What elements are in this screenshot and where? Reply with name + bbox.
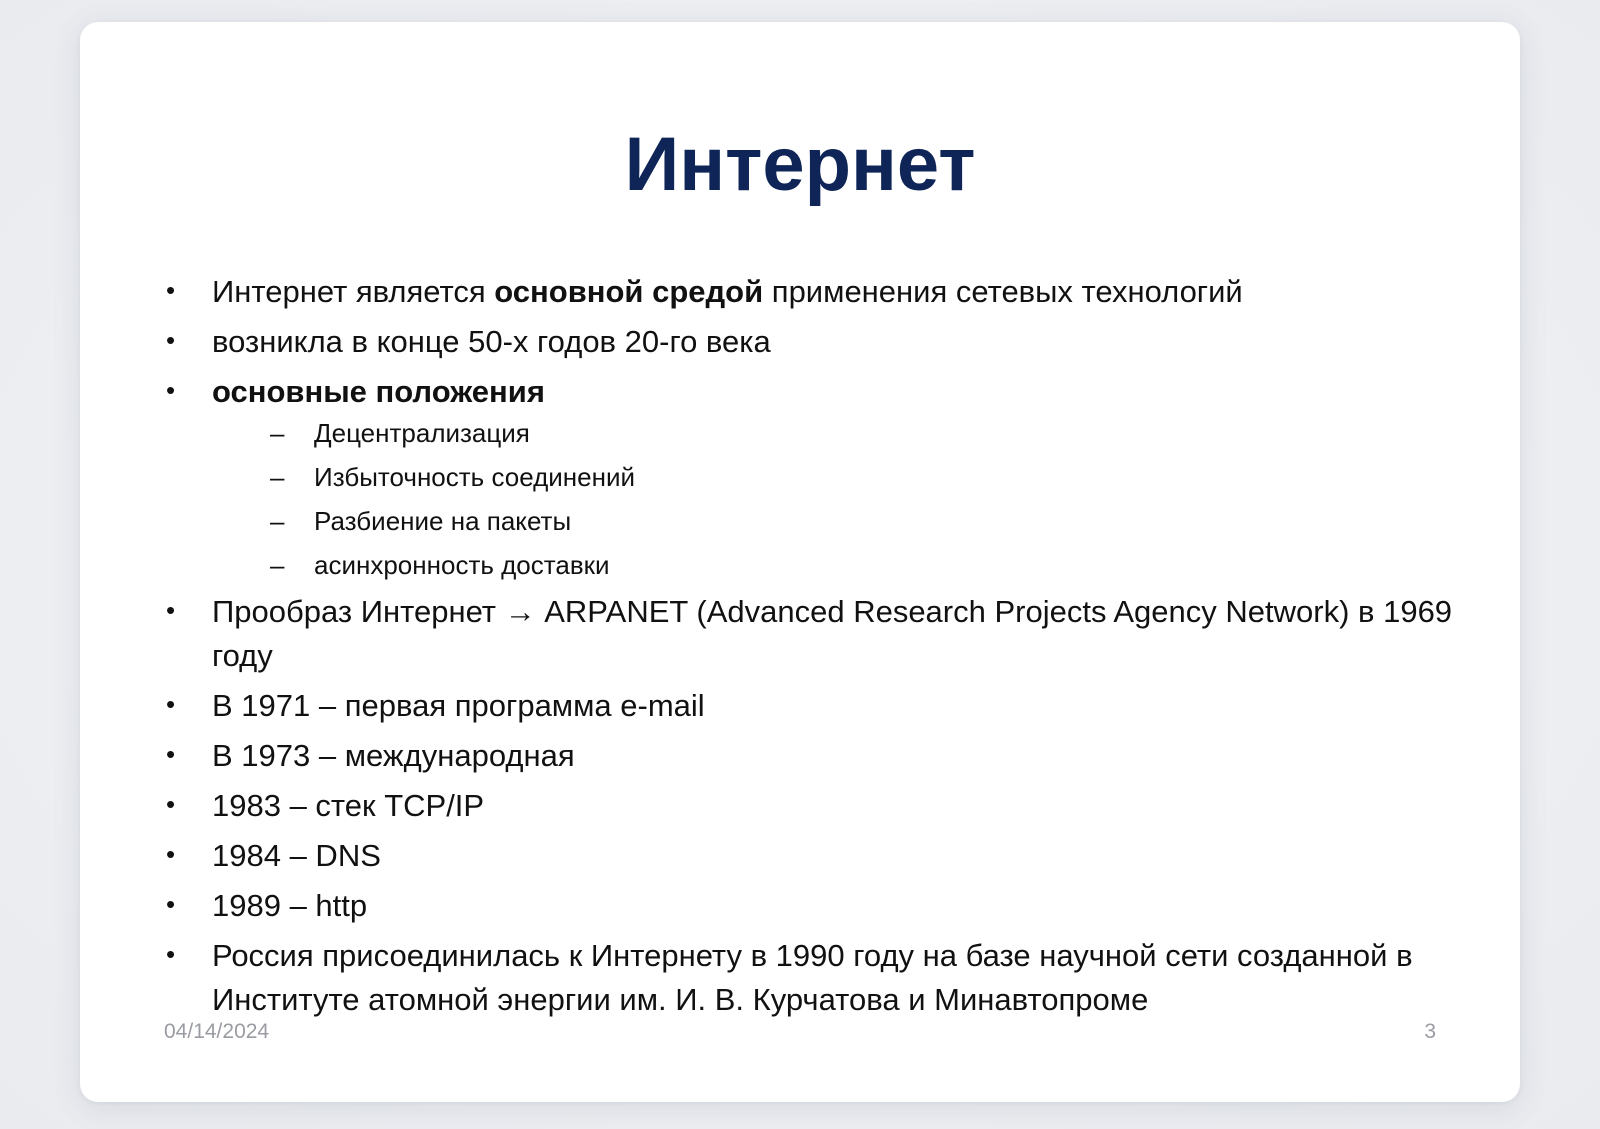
bullet-item [166,784,1466,828]
bullet-text: 1983 – стек TCP/IP [212,788,485,823]
bullet-item [166,270,1466,314]
bullet-dot-icon: • [166,595,176,625]
dash-icon: – [270,418,285,448]
bullet-dot-icon: • [166,939,176,969]
sub-item [212,414,1466,452]
bullet-item [166,370,1466,584]
slide [80,22,1520,1102]
bullet-dot-icon: • [166,889,176,919]
bullet-dot-icon: • [166,789,176,819]
bullet-text-bold: основные положения [212,374,545,409]
sub-list [212,414,1466,584]
bullet-text: Интернет является [212,274,495,309]
bullet-item [166,734,1466,778]
bullet-text: 1989 – http [212,888,368,923]
bullet-item [166,320,1466,364]
bullet-list [166,270,1466,1028]
bullet-item [166,834,1466,878]
dash-icon: – [270,506,285,536]
bullet-text: Прообраз Интернет → ARPANET (Advanced Research Projects Agency Network) в 1969 году [212,594,1453,673]
bullet-text: В 1973 – международная [212,738,575,773]
bullet-text: Россия присоединилась к Интернету в 1990 году на базе научной сети созданной в Институте атомной энергии им. И. В. Курчатова и Минавтопроме [212,938,1413,1017]
bullet-text: 1984 – DNS [212,838,381,873]
bullet-item [166,684,1466,728]
sub-item [212,546,1466,584]
bullet-dot-icon: • [166,839,176,869]
slide-title: Интернет [624,122,976,207]
sub-item [212,458,1466,496]
sub-item-text: Децентрализация [314,418,530,448]
bullet-text: применения сетевых технологий [763,274,1243,309]
footer-page-number: 3 [1424,1020,1436,1043]
dash-icon: – [270,550,285,580]
dash-icon: – [270,462,285,492]
bullet-dot-icon: • [166,325,176,355]
sub-item-text: асинхронность доставки [314,550,610,580]
bullet-dot-icon: • [166,375,176,405]
bullet-text: возникла в конце 50-х годов 20-го века [212,324,771,359]
bullet-dot-icon: • [166,689,176,719]
bullet-dot-icon: • [166,739,176,769]
bullet-item [166,590,1466,678]
bullet-text-bold: основной средой [494,274,764,309]
bullet-text: В 1971 – первая программа e-mail [212,688,705,723]
sub-item [212,502,1466,540]
sub-item-text: Избыточность соединений [314,462,636,492]
bullet-item [166,884,1466,928]
footer-date: 04/14/2024 [164,1020,270,1043]
bullet-item [166,934,1466,1022]
sub-item-text: Разбиение на пакеты [314,506,572,536]
bullet-dot-icon: • [166,275,176,305]
